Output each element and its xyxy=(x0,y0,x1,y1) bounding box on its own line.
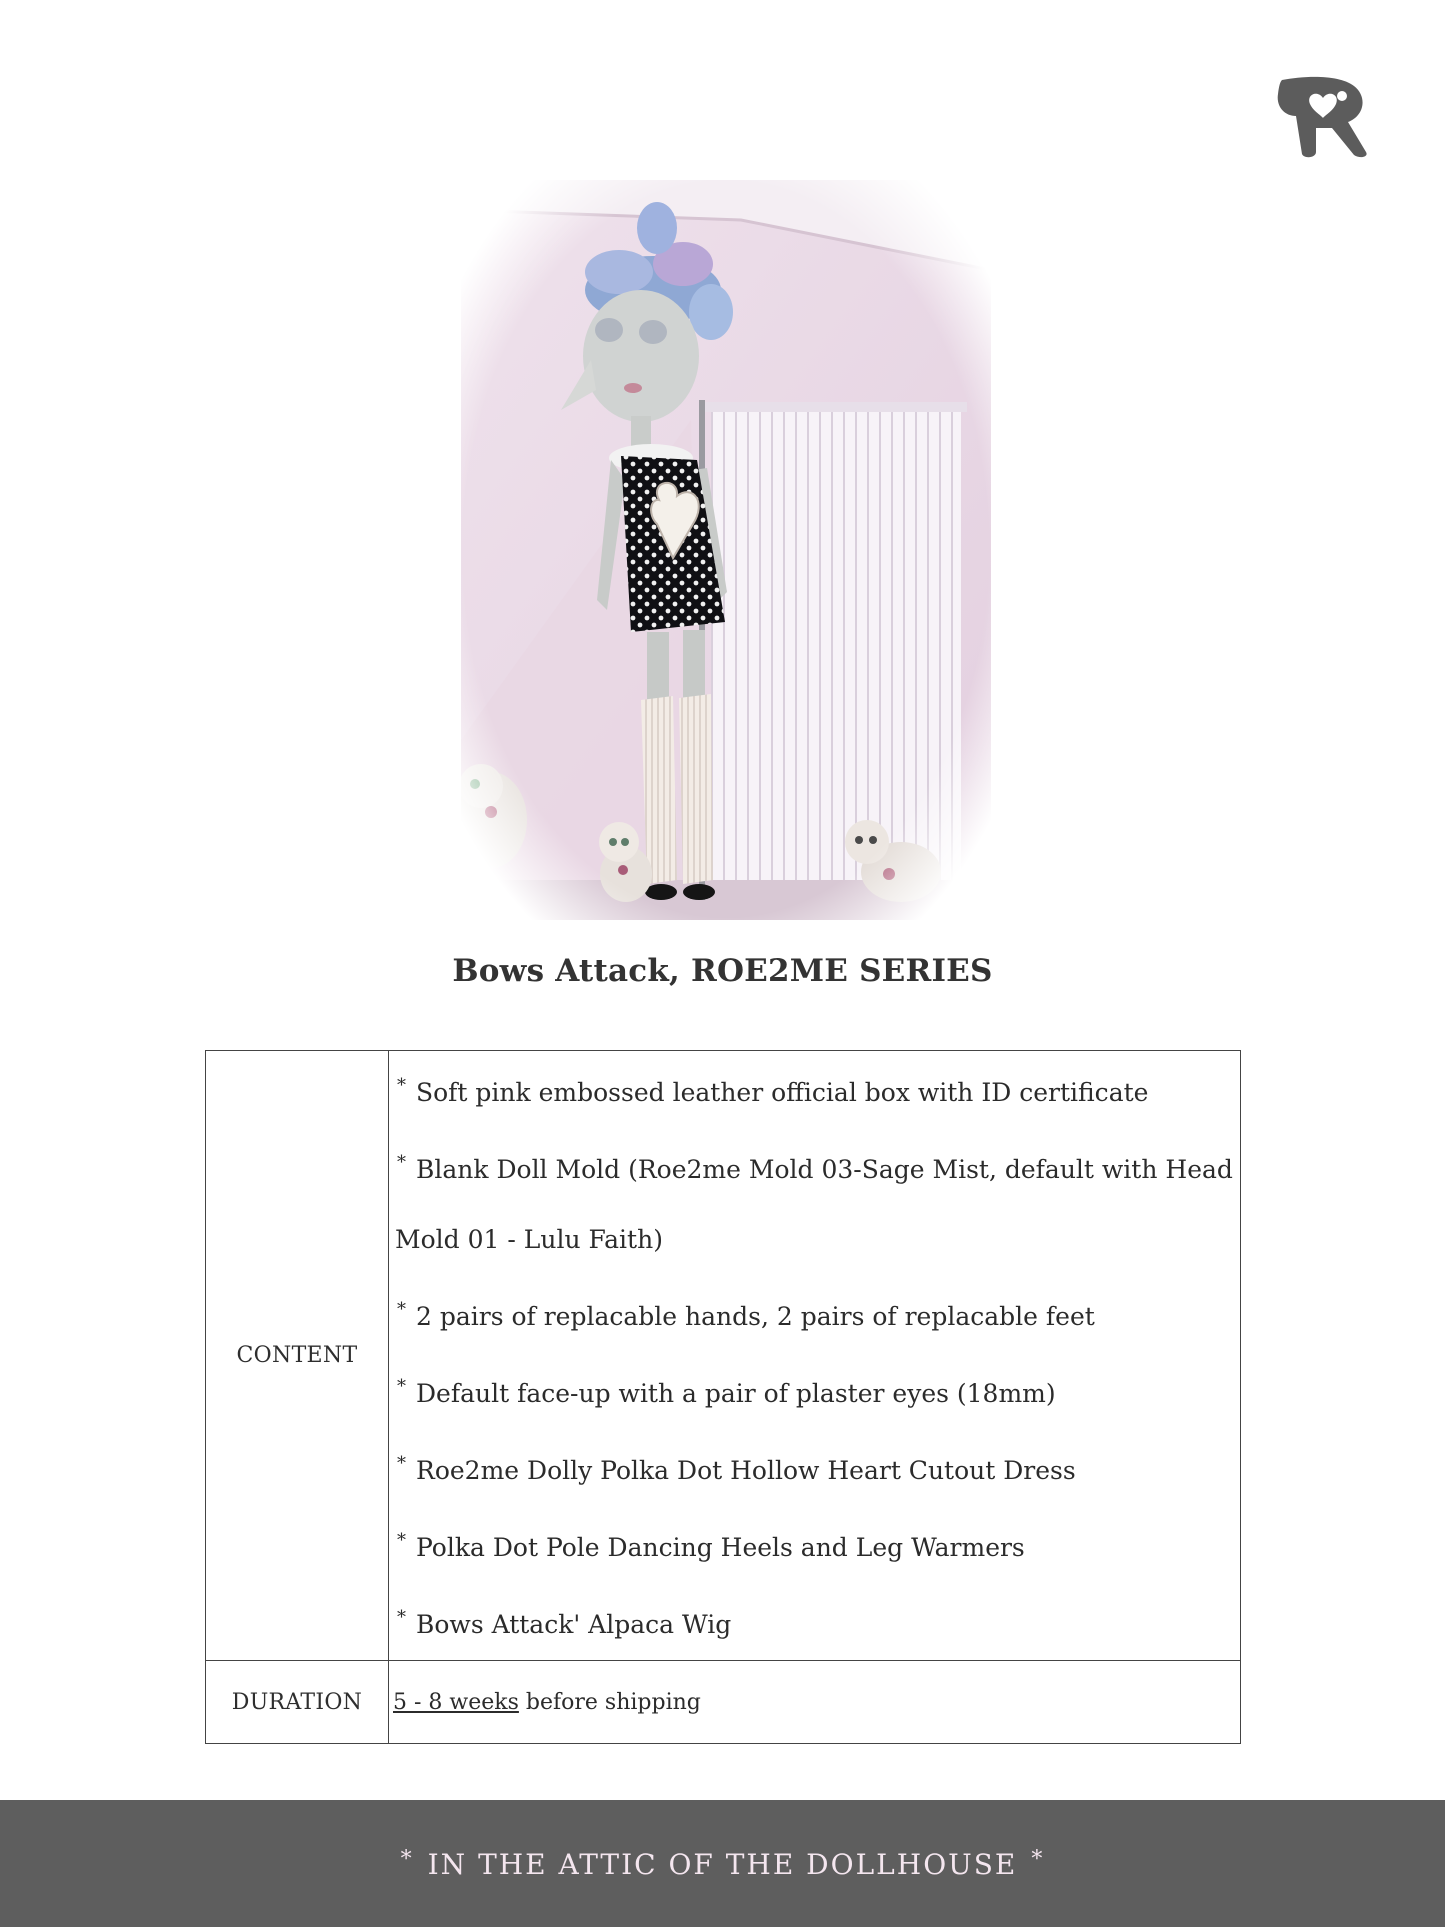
list-item xyxy=(395,1429,1236,1506)
duration-label: DURATION xyxy=(206,1661,389,1744)
list-item xyxy=(395,1583,1236,1660)
star-icon: * xyxy=(397,1376,406,1397)
brand-logo-icon xyxy=(1276,76,1370,158)
list-item xyxy=(395,1128,1236,1205)
list-item-text: Bows Attack' Alpaca Wig xyxy=(416,1610,732,1639)
product-title: Bows Attack, ROE2ME SERIES xyxy=(452,953,993,989)
list-item-text: Blank Doll Mold (Roe2me Mold 03-Sage Mist, default with Head xyxy=(416,1155,1233,1184)
list-item xyxy=(395,1506,1236,1583)
star-icon: * xyxy=(400,1846,414,1872)
star-icon: * xyxy=(397,1453,406,1474)
duration-value: 5 - 8 weeks xyxy=(393,1689,519,1715)
list-item-text: 2 pairs of replacable hands, 2 pairs of replacable feet xyxy=(416,1302,1095,1331)
footer-banner xyxy=(0,1800,1445,1927)
content-list xyxy=(395,1051,1236,1660)
star-icon: * xyxy=(397,1530,406,1551)
footer-text-wrap xyxy=(387,1847,1059,1881)
star-icon: * xyxy=(397,1152,406,1173)
star-icon: * xyxy=(397,1607,406,1628)
spec-table xyxy=(205,1050,1241,1744)
list-item-continuation xyxy=(395,1205,1236,1275)
list-item-text: Roe2me Dolly Polka Dot Hollow Heart Cutout Dress xyxy=(416,1456,1076,1485)
footer-text: IN THE ATTIC OF THE DOLLHOUSE xyxy=(427,1847,1018,1881)
list-item-text: Polka Dot Pole Dancing Heels and Leg Warmers xyxy=(416,1533,1025,1562)
duration-suffix: before shipping xyxy=(525,1689,701,1715)
content-row xyxy=(206,1051,1241,1661)
star-icon: * xyxy=(397,1299,406,1320)
duration-row xyxy=(206,1661,1241,1744)
duration-cell xyxy=(389,1661,1241,1744)
list-item-text: Soft pink embossed leather official box with ID certificate xyxy=(416,1078,1149,1107)
list-item xyxy=(395,1275,1236,1352)
list-item xyxy=(395,1051,1236,1128)
list-item xyxy=(395,1352,1236,1429)
content-cell xyxy=(389,1051,1241,1661)
list-item-text: Mold 01 - Lulu Faith) xyxy=(395,1225,663,1254)
doll-photo-image xyxy=(461,180,991,920)
star-icon: * xyxy=(1031,1846,1045,1872)
content-label: CONTENT xyxy=(206,1051,389,1661)
star-icon: * xyxy=(397,1075,406,1096)
list-item-text: Default face-up with a pair of plaster eyes (18mm) xyxy=(416,1379,1056,1408)
